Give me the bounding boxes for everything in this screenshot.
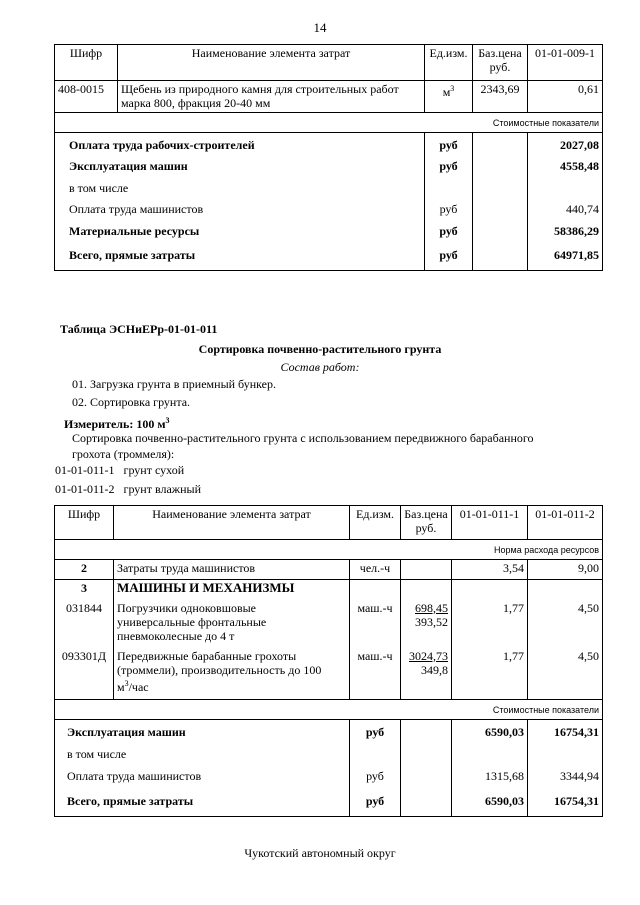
cost-unit: руб [439, 138, 458, 152]
table-row [55, 648, 603, 700]
empty-cell [528, 580, 603, 600]
cost-label: Всего, прямые затраты [69, 248, 196, 262]
norm-label: Норма расхода ресурсов [55, 540, 603, 560]
machine-2-price-top: 3024,73 [409, 648, 448, 663]
machine-2-name-line2: (троммели), производительность до 100 [117, 662, 322, 677]
item-name [118, 81, 425, 113]
cost-label: Оплата труда машинистов [67, 769, 202, 783]
variant-1-code: 01-01-011-1 [55, 463, 115, 477]
machine-1-name-line3: пневмоколесные до 4 т [117, 628, 235, 643]
table2-header-row [55, 506, 603, 540]
machine-1-code: 031844 [55, 600, 114, 648]
empty-cell [452, 580, 528, 600]
machine-2-v1: 1,77 [452, 648, 528, 700]
cost-unit: руб [366, 769, 384, 783]
cost-unit: руб [365, 725, 385, 739]
labor-name: Затраты труда машинистов [114, 560, 350, 580]
footer-region: Чукотский автономный округ [244, 846, 396, 860]
header-price-line2: руб. [415, 521, 437, 535]
cost-values-2 [528, 720, 603, 817]
cost-value-2: 16754,31 [554, 725, 599, 739]
table-row [55, 600, 603, 648]
item-name-line2: марка 800, фракция 20-40 мм [121, 96, 271, 110]
machine-2-unit-base: м [117, 679, 125, 694]
machine-2-price [401, 648, 452, 700]
item-unit-base: м [442, 85, 451, 99]
table1-section-row [55, 113, 603, 133]
description-line2: грохота (троммеля): [72, 447, 175, 461]
work-item-1: 01. Загрузка грунта в приемный бункер. [72, 377, 276, 391]
machine-1-name [114, 600, 350, 648]
cost-label: Материальные ресурсы [69, 224, 200, 238]
cost-value-1: 1315,68 [485, 769, 524, 783]
variant-2-code: 01-01-011-2 [55, 482, 115, 496]
cost-value: 4558,48 [560, 159, 599, 173]
table2-norm-row [55, 540, 603, 560]
header-unit: Ед.изм. [425, 45, 473, 81]
header-price-line1: Баз.цена [404, 507, 448, 521]
header-price [473, 45, 528, 81]
cost-section-label: Стоимостные показатели [55, 700, 603, 720]
machines-title: МАШИНЫ И МЕХАНИЗМЫ [114, 580, 350, 600]
variant-1-label: грунт сухой [123, 463, 185, 477]
cost-unit: руб [439, 159, 458, 173]
cost-value-2: 3344,94 [560, 769, 599, 783]
machines-heading-row [55, 580, 603, 600]
description [72, 430, 534, 462]
machine-1-v1: 1,77 [452, 600, 528, 648]
table1-cost-block [55, 133, 603, 271]
machine-1-name-line1: Погрузчики одноковшовые [117, 600, 257, 615]
machines-num: 3 [55, 580, 114, 600]
labor-v2: 9,00 [528, 560, 603, 580]
cost-label: в том числе [69, 181, 129, 195]
cost-unit [353, 743, 397, 765]
cost-labels [55, 133, 425, 271]
header-code: Шифр [55, 506, 114, 540]
cost-value [531, 177, 599, 199]
machine-2-name-line3 [117, 677, 346, 694]
cost-values-1 [452, 720, 528, 817]
cost-units [425, 133, 473, 271]
variant-2 [55, 480, 201, 499]
header-variant-1: 01-01-011-1 [452, 506, 528, 540]
item-price: 2343,69 [473, 81, 528, 113]
item-unit-sup: 3 [450, 84, 455, 93]
labor-num: 2 [55, 560, 114, 580]
machine-2-v2: 4,50 [528, 648, 603, 700]
item-unit [425, 81, 473, 113]
machine-1-price-top: 698,45 [415, 600, 448, 615]
header-code: Шифр [55, 45, 118, 81]
machine-2-name [114, 648, 350, 700]
section-title: Сортировка почвенно-растительного грунта [198, 342, 442, 356]
variant-1 [55, 461, 184, 480]
variant-2-label: грунт влажный [123, 482, 201, 496]
cost-value: 2027,08 [560, 138, 599, 152]
header-unit: Ед.изм. [350, 506, 401, 540]
empty-cell [401, 580, 452, 600]
labor-unit: чел.-ч [350, 560, 401, 580]
header-price-line2: руб. [489, 60, 511, 74]
cost-label: Эксплуатация машин [67, 725, 186, 739]
section-label: Стоимостные показатели [55, 113, 603, 133]
page-number: 14 [313, 20, 327, 35]
cost-values [528, 133, 603, 271]
cost-labels [55, 720, 350, 817]
item-value: 0,61 [528, 81, 603, 113]
machine-1-price [401, 600, 452, 648]
header-variant-2: 01-01-011-2 [528, 506, 603, 540]
cost-value-1 [455, 743, 524, 765]
table2-cost-block [55, 720, 603, 817]
cost-label: Оплата труда машинистов [69, 202, 204, 216]
resource-table-1 [54, 44, 603, 271]
table-row [55, 81, 603, 113]
cost-label: в том числе [67, 747, 127, 761]
machine-2-unit-tail: /час [128, 679, 149, 694]
machine-1-name-line2: универсальные фронтальные [117, 614, 267, 629]
cost-unit: руб [439, 248, 458, 262]
table-row [55, 560, 603, 580]
labor-price-empty [401, 560, 452, 580]
labor-v1: 3,54 [452, 560, 528, 580]
header-variant: 01-01-009-1 [528, 45, 603, 81]
cost-unit: руб [365, 794, 385, 808]
cost-value-1: 6590,03 [485, 794, 524, 808]
cost-unit [428, 177, 469, 199]
cost-value: 64971,85 [554, 248, 599, 262]
work-heading: Состав работ: [280, 360, 360, 374]
cost-unit: руб [439, 224, 458, 238]
machine-2-price-bottom: 349,8 [421, 662, 448, 677]
work-item-2: 02. Сортировка грунта. [72, 395, 191, 409]
cost-value-1: 6590,03 [485, 725, 524, 739]
header-price [401, 506, 452, 540]
machine-2-unit: маш.-ч [350, 648, 401, 700]
machine-2-name-line1: Передвижные барабанные грохоты [117, 648, 297, 663]
cost-value: 440,74 [566, 202, 599, 216]
empty-cell [350, 580, 401, 600]
resource-table-2 [54, 505, 603, 817]
table1-header-row [55, 45, 603, 81]
header-name: Наименование элемента затрат [114, 506, 350, 540]
machine-1-v2: 4,50 [528, 600, 603, 648]
measure-text: Измеритель: 100 м [64, 417, 166, 431]
machine-2-unit-sup: 3 [124, 678, 129, 688]
table2-cost-section-row [55, 700, 603, 720]
machine-1-price-bottom: 393,52 [415, 614, 448, 629]
cost-units [350, 720, 401, 817]
item-code: 408-0015 [55, 81, 118, 113]
machine-1-unit: маш.-ч [350, 600, 401, 648]
item-name-line1: Щебень из природного камня для строительных работ [121, 82, 399, 96]
measure-sup: 3 [165, 416, 170, 425]
cost-label: Оплата труда рабочих-строителей [69, 138, 255, 152]
cost-price-empty [473, 133, 528, 271]
cost-value: 58386,29 [554, 224, 599, 238]
header-name: Наименование элемента затрат [118, 45, 425, 81]
cost-value-2 [531, 743, 599, 765]
header-price-line1: Баз.цена [478, 46, 522, 60]
cost-label: Всего, прямые затраты [67, 794, 194, 808]
description-line1: Сортировка почвенно-растительного грунта с использованием передвижного барабанного [72, 431, 534, 445]
cost-price-empty [401, 720, 452, 817]
cost-unit: руб [439, 202, 458, 216]
table-title: Таблица ЭСНиЕРр-01-01-011 [60, 322, 218, 336]
machine-2-code: 093301Д [55, 648, 114, 700]
cost-label: Эксплуатация машин [69, 159, 188, 173]
cost-value-2: 16754,31 [554, 794, 599, 808]
